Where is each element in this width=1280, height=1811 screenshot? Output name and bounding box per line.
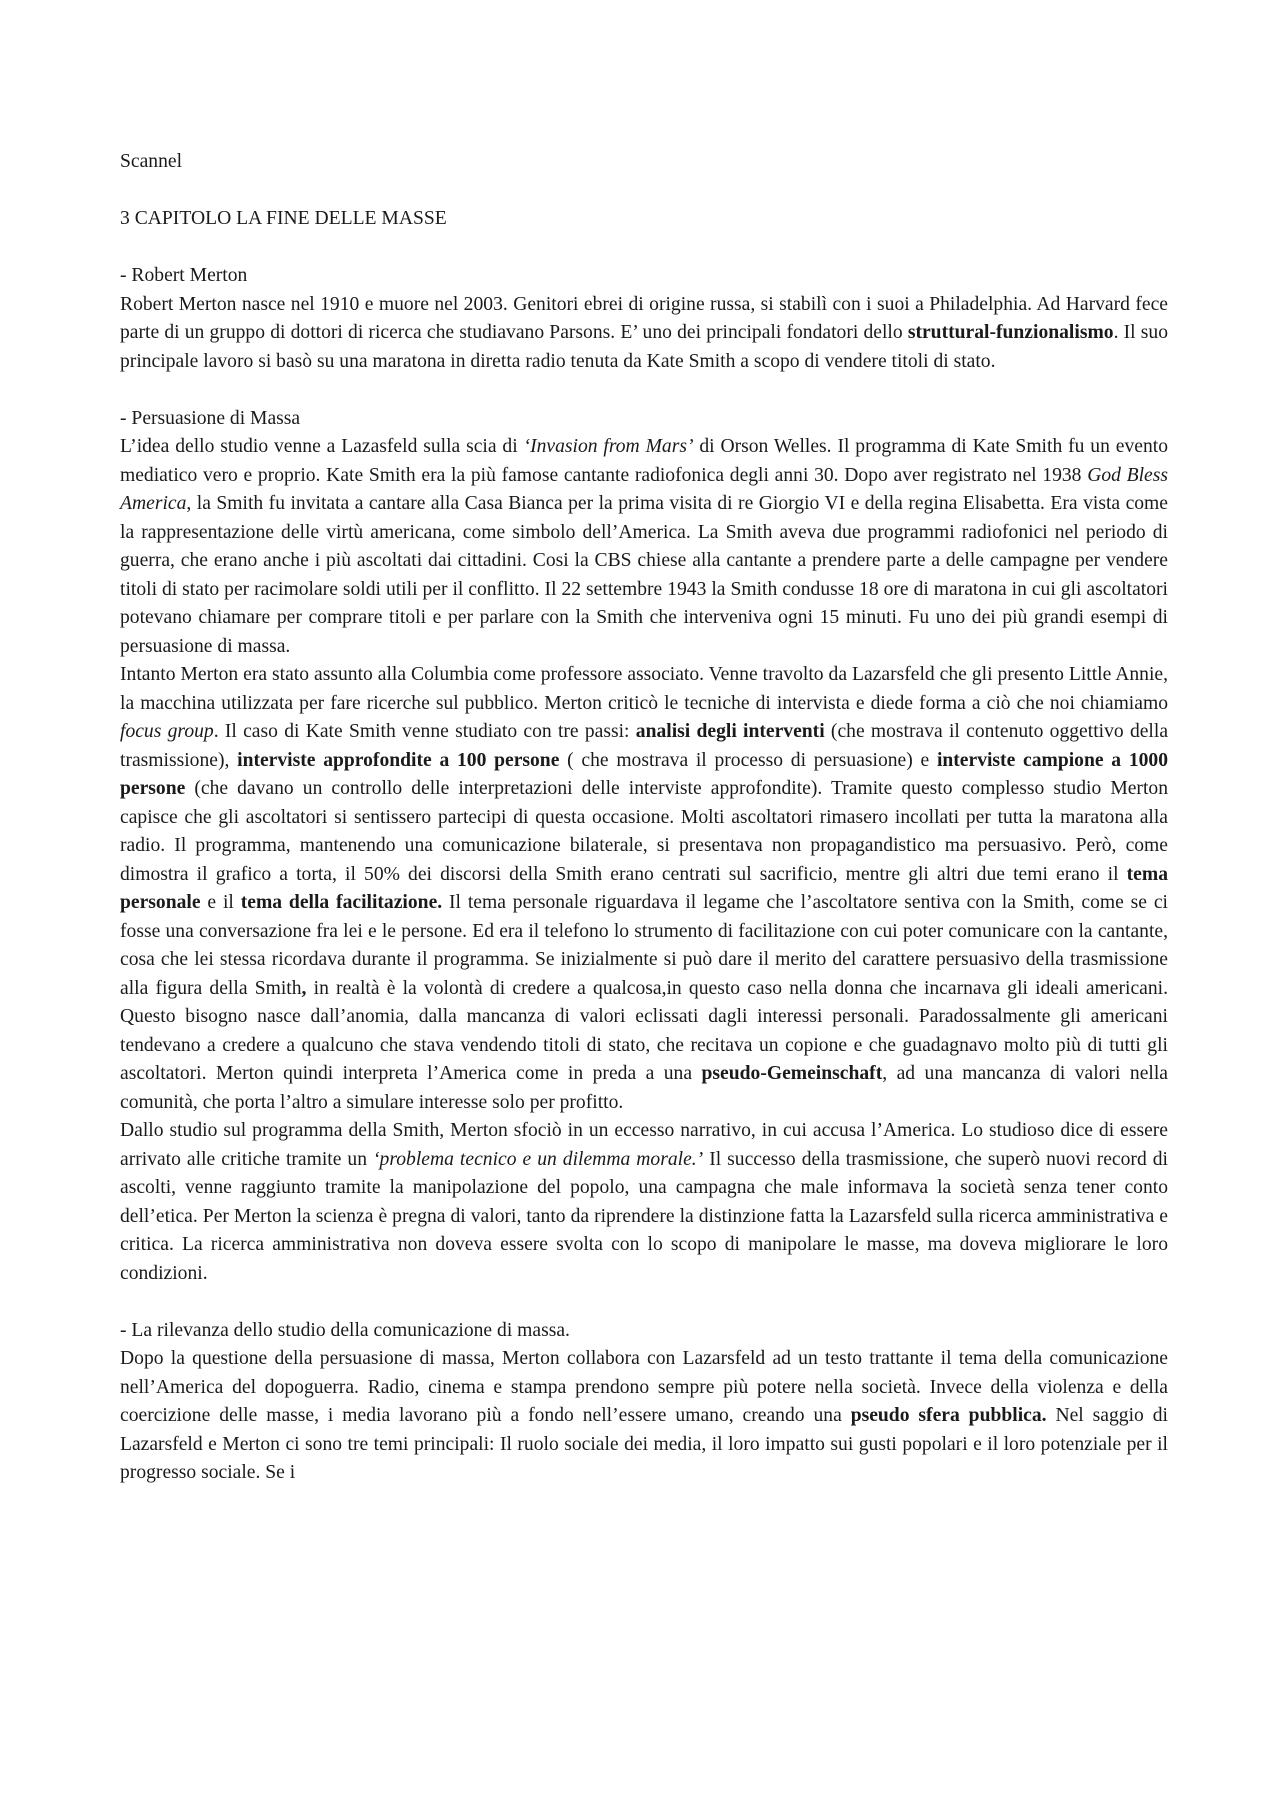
text-run: Il tema personale riguardava il legame che l’ascoltatore sentiva con la Smith, come se ci fosse una conversazione fra lei e le persone. Ed era il telefono lo strumento di facilitazione con cui poter comunicare con la cantante, cosa che lei stessa ricordava durante il programma. Se inizialmente si può dare il merito del carattere persuasivo della trasmissione alla figura della Smith — [120, 892, 1168, 999]
text-run: ( che mostrava il processo di persuasione) e — [559, 749, 937, 771]
paragraph-merton-study — [120, 661, 1168, 1117]
author-line: Scannel — [120, 151, 183, 172]
text-run: Robert Merton nasce nel 1910 e muore nel 2003. Genitori ebrei di origine russa, si stabilì con i suoi a Philadelphia. Ad Harvard fece parte di un gruppo di dottori di ricerca che studiavano Parsons. E’ uno dei principali fondatori dello — [120, 293, 1168, 343]
text-run: Nel saggio di Lazarsfeld e Merton ci sono tre temi principali: Il ruolo sociale dei media, il loro impatto sui gusti popolari e il loro potenziale per il progresso sociale. Se i — [120, 1405, 1168, 1483]
spacer — [120, 177, 1168, 206]
bold-term: tema personale — [120, 863, 1168, 913]
paragraph-kate-smith — [120, 433, 1168, 661]
document-body — [120, 148, 1168, 1488]
text-run: e il — [200, 892, 241, 913]
bold-term: , — [301, 977, 307, 999]
italic-quote: ‘problema tecnico e un dilemma morale.’ — [373, 1148, 704, 1170]
bold-term: pseudo-Gemeinschaft — [701, 1063, 883, 1084]
bold-term: tema della facilitazione. — [240, 892, 443, 913]
spacer — [120, 234, 1168, 263]
italic-title: God Bless America — [120, 464, 1168, 514]
section-heading-persuasione: - Persuasione di Massa — [120, 407, 301, 429]
section-heading-rilevanza: - La rilevanza dello studio della comunicazione di massa. — [120, 1319, 570, 1341]
text-run: . Il suo principale lavoro si basò su una maratona in diretta radio tenuta da Kate Smith a scopo di vendere titoli di stato. — [120, 322, 1168, 372]
paragraph-mass-communication — [120, 1345, 1168, 1488]
text-run: . Il caso di Kate Smith venne studiato con tre passi: — [213, 721, 636, 742]
text-run: (che davano un controllo delle interpretazioni delle interviste approfondite). Tramite questo complesso studio Merton capisce che gli ascoltatori si sentissero partecipi di questa occasione. Molti ascoltatori rimasero incollati per tutta la maratona alla radio. Il programma, mantenendo una comunicazione bilaterale, si presentava non propagandistico ma persuasivo. Però, come dimostra il grafico a torta, il 50% dei discorsi della Smith erano centrati sul sacrificio, mentre gli altri due temi erano il — [120, 778, 1168, 885]
bold-term: analisi degli interventi — [635, 721, 825, 742]
text-run: , ad una mancanza di valori nella comunità, che porta l’altro a simulare interesse solo per profitto. — [120, 1063, 1168, 1113]
bold-term: interviste approfondite a 100 persone — [237, 749, 560, 771]
italic-term: focus group — [120, 721, 214, 742]
chapter-title: 3 CAPITOLO LA FINE DELLE MASSE — [120, 208, 447, 229]
paragraph-merton-critique — [120, 1117, 1168, 1288]
spacer — [120, 376, 1168, 405]
paragraph-merton-bio — [120, 291, 1168, 377]
text-run: (che mostrava il contenuto oggettivo della trasmissione), — [120, 721, 1169, 771]
text-run: in realtà è la volontà di credere a qualcosa,in questo caso nella donna che incarnava gli ideali americani. Questo bisogno nasce dall’anomia, dalla mancanza di valori eclissati dagli interessi personali. Paradossalmente gli americani tendevano a credere a qualcuno che stava vendendo titoli di stato, che recitava un copione e che guadagnavo molto più di tutti gli ascoltatori. Merton quindi interpreta l’America come in preda a una — [120, 977, 1168, 1084]
text-run: , la Smith fu invitata a cantare alla Casa Bianca per la prima visita di re Giorgio VI e della regina Elisabetta. Era vista come la rappresentazione delle virtù americana, come simbolo dell’America. La Smith aveva due programmi radiofonici nel periodo di guerra, che erano anche i più ascoltati dai cittadini. Cosi la CBS chiese alla cantante a prendere parte a delle campagne per vendere titoli di stato per racimolare soldi utili per il conflitto. Il 22 settembre 1943 la Smith condusse 18 ore di maratona in cui gli ascoltatori potevano chiamare per comprare titoli e per parlare con la Smith che interveniva ogni 15 minuti. Fu uno dei più grandi esempi di persuasione di massa. — [120, 493, 1168, 657]
italic-title: ‘Invasion from Mars’ — [523, 436, 694, 457]
text-run: Intanto Merton era stato assunto alla Columbia come professore associato. Venne travolto da Lazarsfeld che gli presento Little Annie, la macchina utilizzata per fare ricerche sul pubblico. Merton criticò le tecniche di intervista e diede forma a ciò che noi chiamiamo — [120, 664, 1168, 714]
section-heading-robert-merton: - Robert Merton — [120, 265, 248, 286]
text-run: Il successo della trasmissione, che superò nuovi record di ascolti, venne raggiunto tramite la manipolazione del popolo, una campagna che male informava la società senza tener conto dell’etica. Per Merton la scienza è pregna di valori, tanto da riprendere la distinzione fatta la Lazarsfeld sulla ricerca amministrativa e critica. La ricerca amministrativa non doveva essere svolta con lo scopo di manipolare le masse, ma doveva migliorare le loro condizioni. — [120, 1148, 1168, 1284]
bold-term: pseudo sfera pubblica. — [850, 1405, 1047, 1426]
bold-term: interviste campione a 1000 persone — [120, 749, 1169, 799]
text-run: Dopo la questione della persuasione di massa, Merton collabora con Lazarsfeld ad un testo trattante il tema della comunicazione nell’America del dopoguerra. Radio, cinema e stampa prendono sempre più potere nella società. Invece della violenza e della coercizione delle masse, i media lavorano più a fondo nell’essere umano, creando una — [120, 1348, 1168, 1426]
text-run: di Orson Welles. Il programma di Kate Smith fu un evento mediatico vero e proprio. Kate Smith era la più famose cantante radiofonica degli anni 30. Dopo aver registrato nel 1938 — [120, 436, 1168, 486]
spacer — [120, 1288, 1168, 1317]
text-run: Dallo studio sul programma della Smith, Merton sfociò in un eccesso narrativo, in cui accusa l’America. Lo studioso dice di essere arrivato alle critiche tramite un — [120, 1120, 1168, 1170]
text-run: L’idea dello studio venne a Lazasfeld sulla scia di — [120, 436, 524, 457]
bold-term: struttural-funzionalismo — [907, 322, 1114, 343]
